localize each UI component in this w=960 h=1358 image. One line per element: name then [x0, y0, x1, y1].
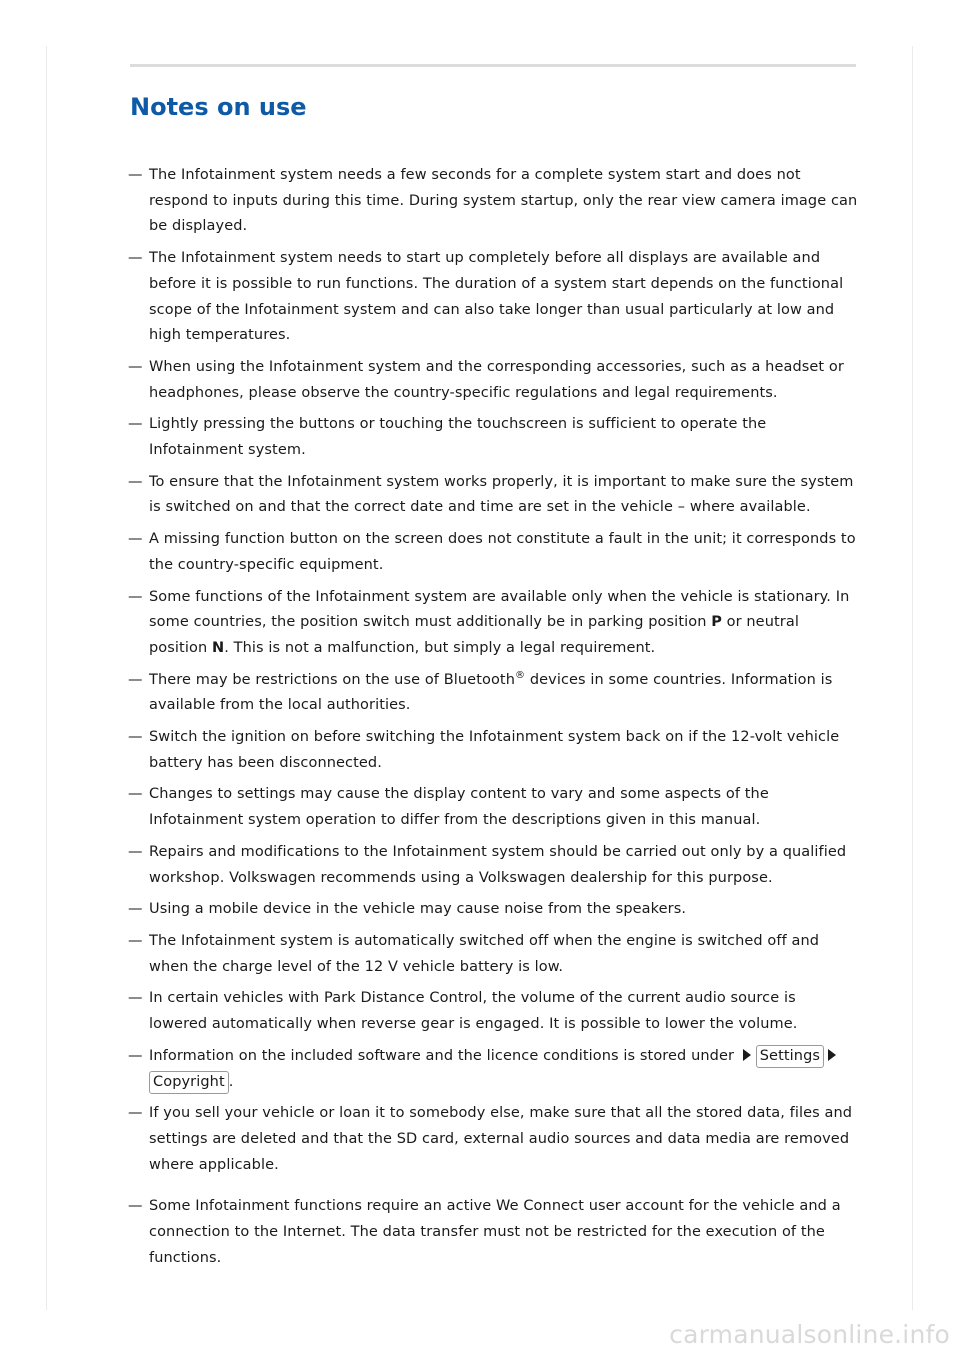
note-text-part: Information on the included software and the licence conditions is stored under	[149, 1047, 739, 1064]
list-item	[128, 986, 858, 1037]
notes-list	[128, 163, 858, 1277]
list-dash: —	[128, 1198, 143, 1215]
note-text	[149, 669, 833, 714]
list-item	[128, 668, 858, 719]
note-text: The Infotainment system is automatically switched off when the engine is switched off and when the charge level of the 12 V vehicle battery is low.	[149, 932, 820, 975]
gear-position-n: N	[211, 639, 225, 656]
list-item	[128, 470, 858, 521]
list-item	[128, 897, 858, 923]
note-text: Lightly pressing the buttons or touching the touchscreen is sufficient to operate the Infotainment system.	[149, 416, 767, 459]
note-text-part: .	[228, 1073, 234, 1090]
list-item	[128, 412, 858, 463]
menu-path-arrow-icon	[743, 1049, 751, 1061]
header-rule	[130, 64, 856, 67]
list-dash: —	[128, 167, 143, 183]
note-text-part: Some functions of the Infotainment system are available only when the vehicle is stationary. In some countries, the position switch must additionally be in parking position	[149, 588, 850, 631]
list-dash: —	[128, 843, 143, 860]
list-dash: —	[128, 588, 143, 605]
note-text-part: or neutral position	[149, 614, 799, 656]
note-text: Changes to settings may cause the display content to vary and some aspects of the Infotainment system operation to differ from the descriptions given in this manual.	[149, 786, 769, 829]
list-dash: —	[128, 729, 143, 746]
note-text: Repairs and modifications to the Infotainment system should be carried out only by a qualified workshop. Volkswagen recommends using a Volkswagen dealership for this purpose.	[149, 843, 847, 886]
note-text: If you sell your vehicle or loan it to somebody else, make sure that all the stored data, files and settings are deleted and that the SD card, external audio sources and data media are removed where applicable.	[149, 1105, 853, 1173]
list-dash: —	[128, 531, 143, 548]
note-text	[149, 1048, 841, 1090]
list-dash: —	[128, 932, 143, 949]
list-item	[128, 246, 858, 349]
list-dash: —	[128, 416, 143, 433]
right-margin-line	[912, 46, 913, 1310]
registered-mark: ®	[515, 669, 526, 681]
list-item	[128, 725, 858, 776]
menu-path-arrow-icon	[828, 1049, 836, 1061]
note-text-part: There may be restrictions on the use of Bluetooth	[149, 671, 516, 688]
list-item	[128, 355, 858, 406]
list-item	[128, 840, 858, 891]
list-dash: —	[128, 1105, 143, 1122]
list-dash: —	[128, 473, 143, 490]
note-text: To ensure that the Infotainment system works properly, it is important to make sure the system is switched on and that the correct date and time are set in the vehicle – where available.	[149, 473, 854, 516]
list-item	[128, 1194, 858, 1271]
note-text-part: devices in some countries. Information is available from the local authorities.	[149, 671, 833, 714]
list-dash: —	[128, 671, 143, 688]
list-dash: —	[128, 901, 143, 918]
note-text: In certain vehicles with Park Distance Control, the volume of the current audio source is lowered automatically when reverse gear is engaged. It is possible to lower the volume.	[149, 990, 798, 1033]
note-text: A missing function button on the screen does not constitute a fault in the unit; it corresponds to the country-specific equipment.	[149, 531, 856, 573]
note-text: When using the Infotainment system and the corresponding accessories, such as a headset or headphones, please observe the country-specific regulations and legal requirements.	[149, 358, 844, 401]
note-text	[149, 589, 849, 656]
list-dash: —	[128, 990, 143, 1007]
list-item	[128, 163, 858, 240]
note-text-part: . This is not a malfunction, but simply a legal requirement.	[224, 639, 656, 656]
list-dash: —	[128, 358, 143, 375]
left-margin-line	[46, 46, 47, 1310]
list-item	[128, 929, 858, 980]
copyright-menu-key: Copyright	[149, 1071, 229, 1094]
list-item	[128, 585, 858, 662]
list-dash: —	[128, 786, 143, 803]
note-text: The Infotainment system needs to start up completely before all displays are available and before it is possible to run functions. The duration of a system start depends on the functional scope of the Infotainment system and can also take longer than usual particularly at low and high temperatures.	[149, 250, 844, 344]
list-item	[128, 1101, 858, 1178]
note-text: Using a mobile device in the vehicle may cause noise from the speakers.	[149, 901, 687, 918]
list-item	[128, 782, 858, 833]
page-title: Notes on use	[130, 93, 307, 121]
gear-position-p: P	[711, 614, 722, 631]
list-dash: —	[128, 250, 143, 267]
list-dash: —	[128, 1047, 143, 1064]
note-text: Some Infotainment functions require an active We Connect user account for the vehicle and a connection to the Internet. The data transfer must not be restricted for the execution of the functions.	[149, 1198, 841, 1266]
watermark: carmanualsonline.info	[669, 1320, 950, 1349]
note-text: Switch the ignition on before switching the Infotainment system back on if the 12-volt vehicle battery has been disconnected.	[149, 729, 840, 771]
list-item	[128, 1044, 858, 1095]
list-item	[128, 527, 858, 578]
note-text: The Infotainment system needs a few seconds for a complete system start and does not respond to inputs during this time. During system startup, only the rear view camera image can be displayed.	[149, 167, 858, 235]
settings-menu-key: Settings	[756, 1045, 824, 1068]
